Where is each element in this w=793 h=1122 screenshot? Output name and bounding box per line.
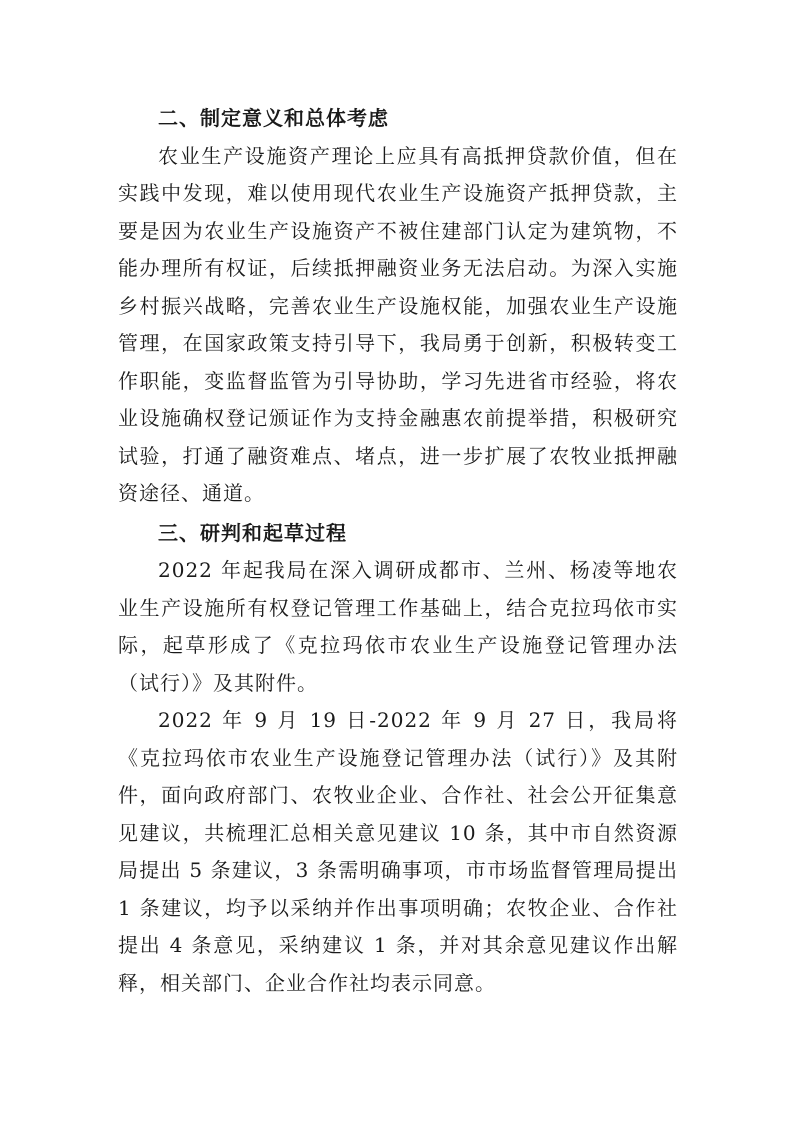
section-heading-purpose: 二、制定意义和总体考虑	[158, 106, 389, 130]
paragraph-purpose: 农业生产设施资产理论上应具有高抵押贷款价值，但在实践中发现，难以使用现代农业生产设施资产抵押贷款，主要是因为农业生产设施资产不被住建部门认定为建筑物，不能办理所有权证，后续抵押融资业务无法启动。为深入实施乡村振兴战略，完善农业生产设施权能，加强农业生产设施管理，在国家政策支持引导下，我局勇于创新，积极转变工作职能，变监督监管为引导协助，学习先进省市经验，将农业设施确权登记颁证作为支持金融惠农前提举措，积极研究试验，打通了融资难点、堵点，进一步扩展了农牧业抵押融资途径、通道。	[118, 143, 678, 505]
paragraph-consultation: 2022 年 9 月 19 日-2022 年 9 月 27 日，我局将《克拉玛依市农业生产设施登记管理办法（试行）》及其附件，面向政府部门、农牧业企业、合作社、社会公开征集意见建议，共梳理汇总相关意见建议 10 条，其中市自然资源局提出 5 条建议，3 条需明确事项，市市场监督管理局提出 1 条建议，均予以采纳并作出事项明确；农牧企业、合作社提出 4 条意见，采纳建议 1 条，并对其余意见建议作出解释，相关部门、企业合作社均表示同意。	[118, 708, 678, 995]
document-body	[118, 100, 678, 1002]
paragraph-research: 2022 年起我局在深入调研成都市、兰州、杨凌等地农业生产设施所有权登记管理工作基础上，结合克拉玛依市实际，起草形成了《克拉玛依市农业生产设施登记管理办法（试行）》及其附件。	[118, 558, 678, 695]
section-heading-drafting: 三、研判和起草过程	[158, 520, 347, 545]
